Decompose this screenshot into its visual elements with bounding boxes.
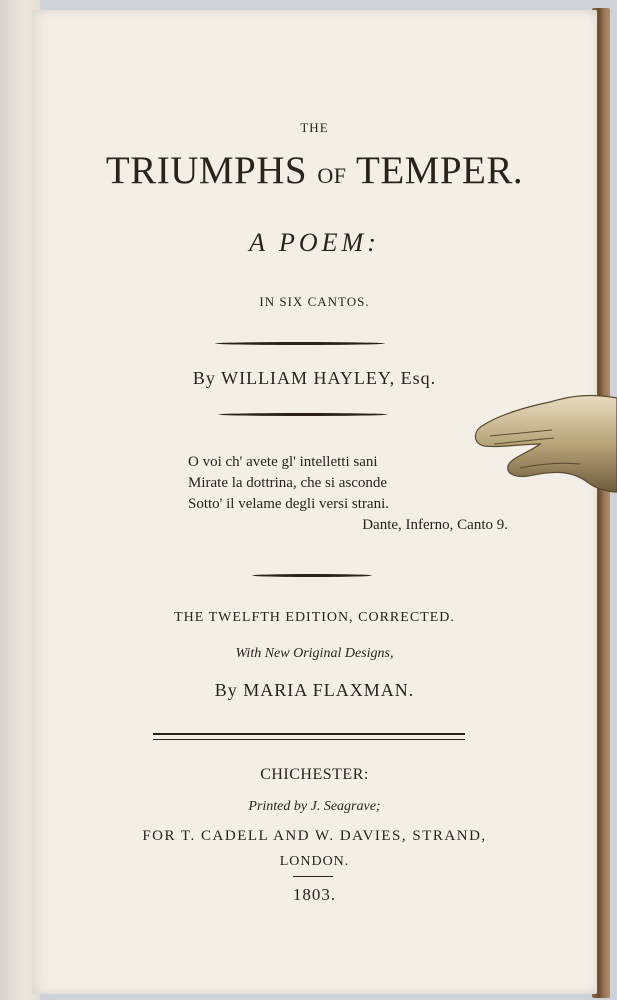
epigraph — [188, 452, 518, 536]
cantos-line: IN SIX CANTOS. — [259, 294, 370, 309]
epigraph-citation: Dante, Inferno, Canto 9. — [362, 517, 508, 533]
ornamental-rule-3 — [252, 574, 372, 577]
double-rule — [153, 733, 465, 740]
brass-hand-clasp — [470, 388, 617, 498]
ornamental-rule-1 — [215, 342, 385, 345]
imprint-publisher: FOR T. CADELL AND W. DAVIES, STRAND, — [142, 828, 487, 844]
designer-line: By MARIA FLAXMAN. — [214, 680, 415, 700]
city-underline — [293, 876, 333, 877]
imprint-printer: Printed by J. Seagrave; — [248, 799, 381, 814]
imprint-city: LONDON. — [279, 854, 350, 869]
title-word-triumphs: TRIUMPHS — [105, 149, 308, 192]
title-word-of: OF — [317, 163, 347, 188]
epigraph-line: O voi ch' avete gl' intelletti sani — [188, 454, 378, 470]
ornamental-rule-2 — [218, 413, 388, 416]
epigraph-line: Mirate la dottrina, che si asconde — [188, 475, 388, 491]
title-article: THE — [300, 120, 329, 135]
title-word-temper: TEMPER. — [356, 149, 524, 192]
edition-line: THE TWELFTH EDITION, CORRECTED. — [174, 610, 455, 625]
author-line: By WILLIAM HAYLEY, Esq. — [192, 368, 437, 388]
epigraph-line: Sotto' il velame degli versi strani. — [188, 496, 389, 512]
book-title — [32, 148, 597, 193]
imprint-year: 1803. — [292, 885, 337, 904]
book-subtitle: A POEM: — [249, 228, 380, 257]
designs-line: With New Original Designs, — [235, 646, 394, 661]
imprint-place: CHICHESTER: — [260, 766, 369, 783]
